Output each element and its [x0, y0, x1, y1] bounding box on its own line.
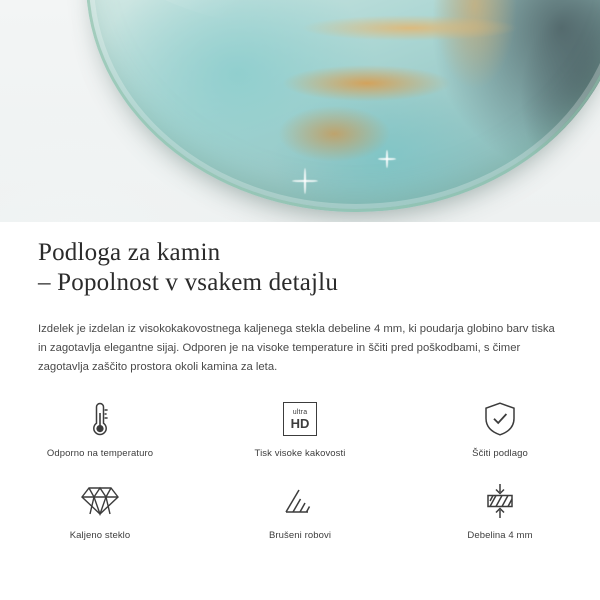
- diamond-icon: [80, 480, 120, 522]
- feature-label: Brušeni robovi: [268, 530, 332, 541]
- feature-item-surface-protection: [400, 392, 600, 470]
- feature-item-polished-edges: [200, 474, 400, 552]
- glass-plate: [86, 0, 600, 212]
- headline-line-2: – Popolnost v vsakem detajlu: [38, 269, 339, 296]
- feature-label: Odporno na temperaturo: [46, 448, 154, 459]
- feature-item-print-quality: [200, 392, 400, 470]
- feature-item-tempered-glass: [0, 474, 200, 552]
- description-paragraph: Izdelek je izdelan iz visokokakovostnega kaljenega stekla debeline 4 mm, ki poudarja globino barv tiska in zagotavlja elegantne sijaj. Odporen je na visoke temperature in ščiti pred poškodbami, s čimer zagotavlja zaščito prostora okoli kamina za leta.: [38, 323, 555, 373]
- feature-label: Debelina 4 mm: [467, 530, 533, 541]
- shield-check-icon: [483, 398, 517, 440]
- feature-item-thickness: [400, 474, 600, 552]
- ultra-hd-icon: [283, 398, 317, 440]
- feature-label: Ščiti podlago: [472, 448, 528, 459]
- headline-line-1: Podloga za kamin: [38, 239, 221, 266]
- hero-image: [0, 0, 600, 222]
- page-title: [38, 238, 562, 298]
- polished-edges-icon: [282, 480, 318, 522]
- content-block: [0, 222, 600, 377]
- feature-item-temperature: [0, 392, 200, 470]
- feature-label: Kaljeno steklo: [69, 530, 131, 541]
- thickness-arrows-icon: [482, 480, 518, 522]
- feature-grid: [0, 392, 600, 552]
- ultra-hd-badge-bottom: HD: [290, 415, 310, 431]
- ultra-hd-badge-top: ultra: [292, 408, 308, 416]
- feature-label: Tisk visoke kakovosti: [254, 448, 346, 459]
- thermometer-icon: [88, 398, 112, 440]
